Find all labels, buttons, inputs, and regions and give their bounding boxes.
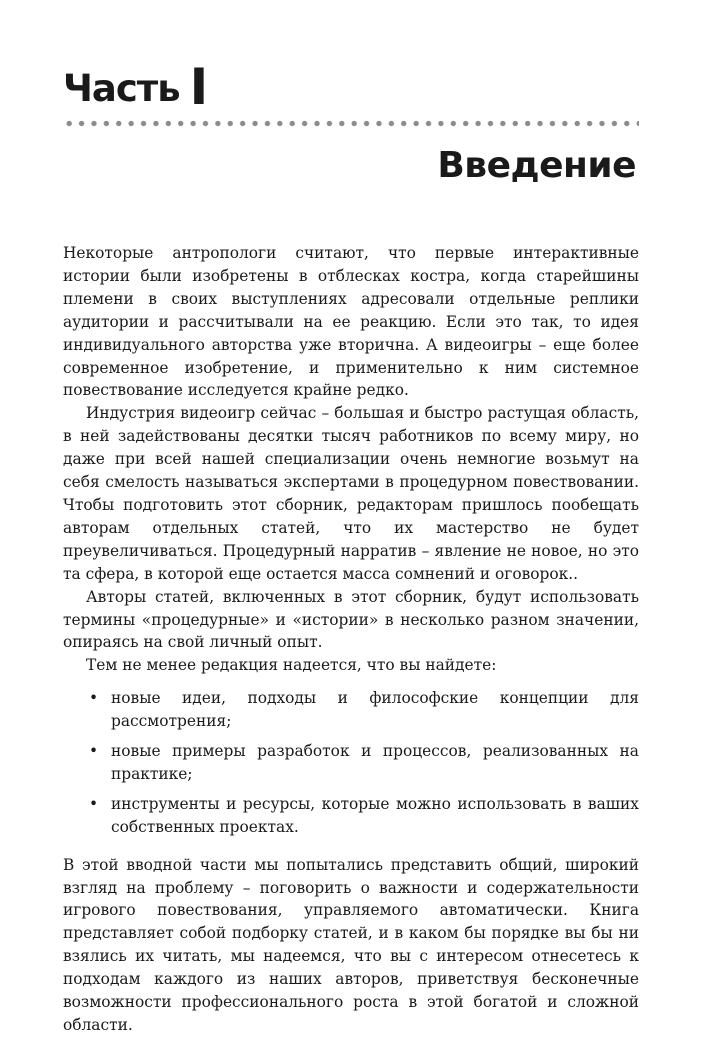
paragraph-2: Индустрия видеоигр сейчас – большая и быстро растущая область, в ней задействованы десятки тысяч работников по всему миру, но даже при всей нашей специализации очень немногие возьмут на себя смелость называться экспертами в процедурном повествовании. Чтобы подготовить этот сборник, редакторам пришлось пообещать авторам отдельных статей, что их мастерство не будет преувеличиваться. Процедурный нарратив – явление не новое, но это та сфера, в которой еще остается масса сомнений и оговорок.. — [63, 404, 639, 583]
part-label: Часть — [63, 67, 180, 110]
list-item — [63, 687, 639, 733]
paragraph-4: Тем не менее редакция надеется, что вы найдете: — [86, 656, 497, 675]
part-numeral: I — [189, 58, 209, 116]
part-heading — [63, 58, 209, 116]
paragraph-5: В этой вводной части мы попытались представить общий, широкий взгляд на проблему – поговорить о важности и содержательности игрового повествования, управляемого автоматически. Книга представляет собой подборку статей, и в каком бы порядке вы бы ни взялись их читать, мы надеемся, что вы с интересом отнесетесь к подходам каждого из наших авторов, приветствуя бесконечные возможности профессионального роста в этой богатой и сложной области. — [63, 855, 639, 1034]
bullet-list — [63, 687, 639, 838]
paragraph-1: Некоторые антропологи считают, что первые интерактивные истории были изобретены в отблесках костра, когда старейшины племени в своих выступлениях адресовали отдельные реплики аудитории и рассчитывали на ее реакцию. Если это так, то идея индивидуального авторства уже вторична. А видеоигры – еще более современное изобретение, и применительно к ним системное повествование исследуется крайне редко. — [63, 244, 639, 400]
list-item — [63, 793, 639, 839]
list-item-text: новые примеры разработок и процессов, реализованных на практике; — [111, 742, 639, 783]
bullet-mark: • — [89, 742, 99, 761]
bullet-mark: • — [89, 794, 99, 813]
dotted-divider — [63, 120, 639, 127]
chapter-title: Введение — [437, 145, 636, 186]
bullet-mark: • — [89, 689, 99, 708]
body-text — [63, 242, 639, 1037]
list-item-text: новые идеи, подходы и философские концепции для рассмотрения; — [111, 689, 639, 731]
paragraph-3: Авторы статей, включенных в этот сборник, будут использовать термины «процедурные» и «истории» в несколько разном значении, опираясь на свой личный опыт. — [63, 587, 639, 652]
list-item-text: инструменты и ресурсы, которые можно использовать в ваших собственных проектах. — [111, 794, 639, 836]
list-item — [63, 740, 639, 786]
